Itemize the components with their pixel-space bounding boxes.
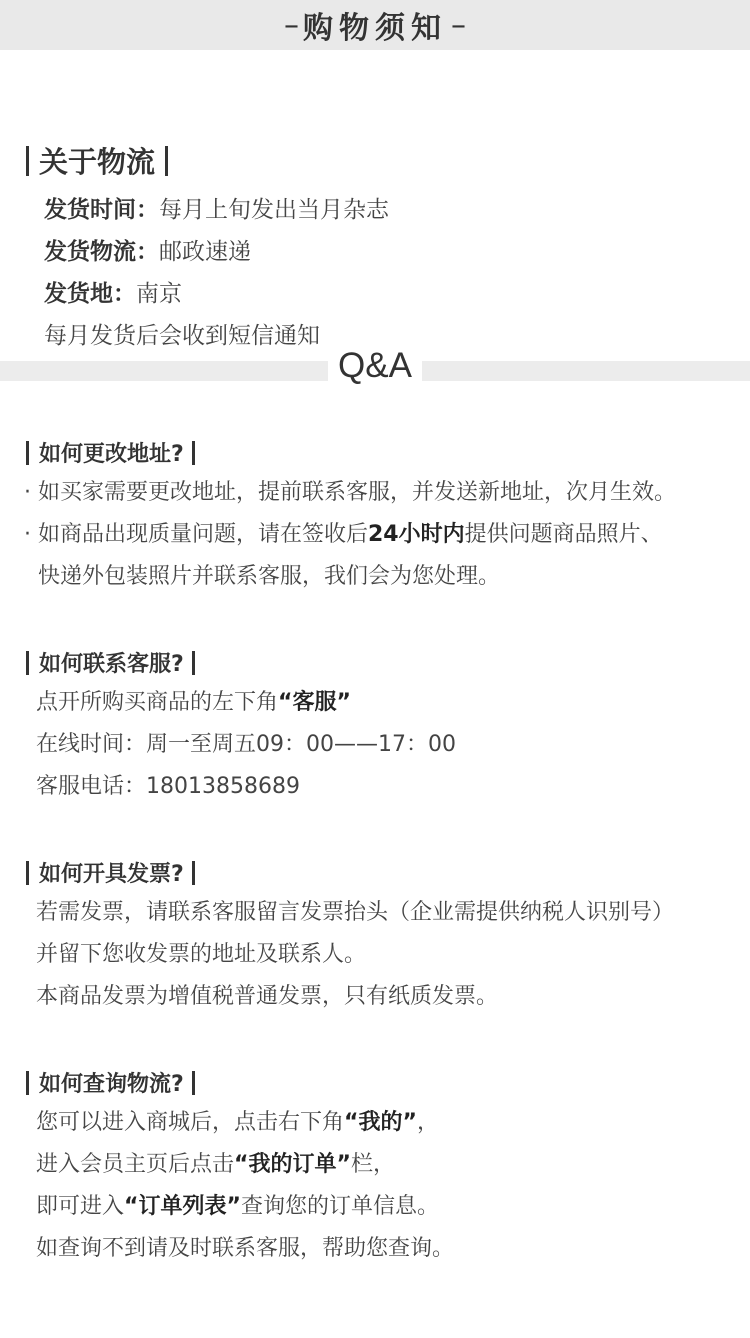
heading-bar-left <box>26 1071 29 1095</box>
tracking-title: 如何查询物流? <box>39 1072 184 1097</box>
ship-time-label: 发货时间： <box>44 197 159 223</box>
heading-bar-left <box>26 651 29 675</box>
logistics-title: 关于物流 <box>39 145 156 179</box>
tracking-line-3-bold: “订单列表” <box>124 1194 241 1219</box>
ship-time-value: 每月上旬发出当月杂志 <box>159 197 389 223</box>
ship-time-row <box>44 195 389 225</box>
service-heading <box>26 647 195 678</box>
tracking-line-1-a: 您可以进入商城后，点击右下角 <box>36 1110 345 1135</box>
address-line-1: · 如买家需要更改地址，提前联系客服，并发送新地址，次月生效。 <box>24 480 676 505</box>
tracking-line-2-bold: “我的订单” <box>234 1152 351 1177</box>
heading-bar-left <box>26 146 29 176</box>
heading-bar-right <box>192 441 195 465</box>
logistics-heading <box>26 140 168 181</box>
tracking-line-3-b: 查询您的订单信息。 <box>240 1194 439 1219</box>
tracking-line-3-a: 即可进入 <box>36 1194 125 1219</box>
service-line-1-bold: “客服” <box>278 690 351 715</box>
address-line-2 <box>24 520 663 550</box>
invoice-heading <box>26 857 195 888</box>
invoice-line-3: 本商品发票为增值税普通发票，只有纸质发票。 <box>36 984 499 1009</box>
ship-origin-row <box>44 279 182 309</box>
service-hours: 在线时间：周一至周五09：00——17：00 <box>36 732 456 757</box>
page-title: 购物须知 <box>303 11 447 46</box>
service-line-1-a: 点开所购买商品的左下角 <box>36 690 279 715</box>
tracking-heading <box>26 1067 195 1098</box>
ship-origin-label: 发货地： <box>44 281 136 307</box>
tracking-line-2-b: 栏， <box>350 1152 395 1177</box>
service-line-1 <box>36 688 351 718</box>
heading-bar-right <box>192 861 195 885</box>
header-dash-right: – <box>451 7 466 43</box>
header-bar <box>0 0 750 50</box>
invoice-title: 如何开具发票? <box>39 862 184 887</box>
heading-bar-right <box>192 1071 195 1095</box>
heading-bar-right <box>165 146 168 176</box>
address-line-3: 快递外包装照片并联系客服，我们会为您处理。 <box>38 564 501 589</box>
qa-label-text: Q&A <box>328 346 422 385</box>
tracking-line-2 <box>36 1150 395 1180</box>
service-phone: 客服电话：18013858689 <box>36 774 300 799</box>
address-line-2-bold: 24小时内 <box>368 522 465 547</box>
address-line-2-b: 提供问题商品照片、 <box>464 522 663 547</box>
tracking-line-3 <box>36 1192 439 1222</box>
ship-origin-value: 南京 <box>136 281 182 307</box>
address-heading <box>26 437 195 468</box>
ship-carrier-value: 邮政速递 <box>159 239 251 265</box>
sms-note: 每月发货后会收到短信通知 <box>44 323 320 349</box>
header-dash-left: – <box>284 7 299 43</box>
heading-bar-right <box>192 651 195 675</box>
address-line-2-a: · 如商品出现质量问题，请在签收后 <box>24 522 368 547</box>
ship-carrier-label: 发货物流： <box>44 239 159 265</box>
invoice-line-2: 并留下您收发票的地址及联系人。 <box>36 942 367 967</box>
invoice-line-1: 若需发票，请联系客服留言发票抬头（企业需提供纳税人识别号） <box>36 900 675 925</box>
service-title: 如何联系客服? <box>39 652 184 677</box>
address-title: 如何更改地址? <box>39 442 184 467</box>
ship-carrier-row <box>44 237 251 267</box>
tracking-line-1-b: ， <box>416 1110 439 1135</box>
tracking-line-4: 如查询不到请及时联系客服，帮助您查询。 <box>36 1236 455 1261</box>
tracking-line-2-a: 进入会员主页后点击 <box>36 1152 235 1177</box>
heading-bar-left <box>26 441 29 465</box>
heading-bar-left <box>26 861 29 885</box>
qa-label <box>0 346 750 386</box>
tracking-line-1 <box>36 1108 439 1138</box>
tracking-line-1-bold: “我的” <box>344 1110 417 1135</box>
